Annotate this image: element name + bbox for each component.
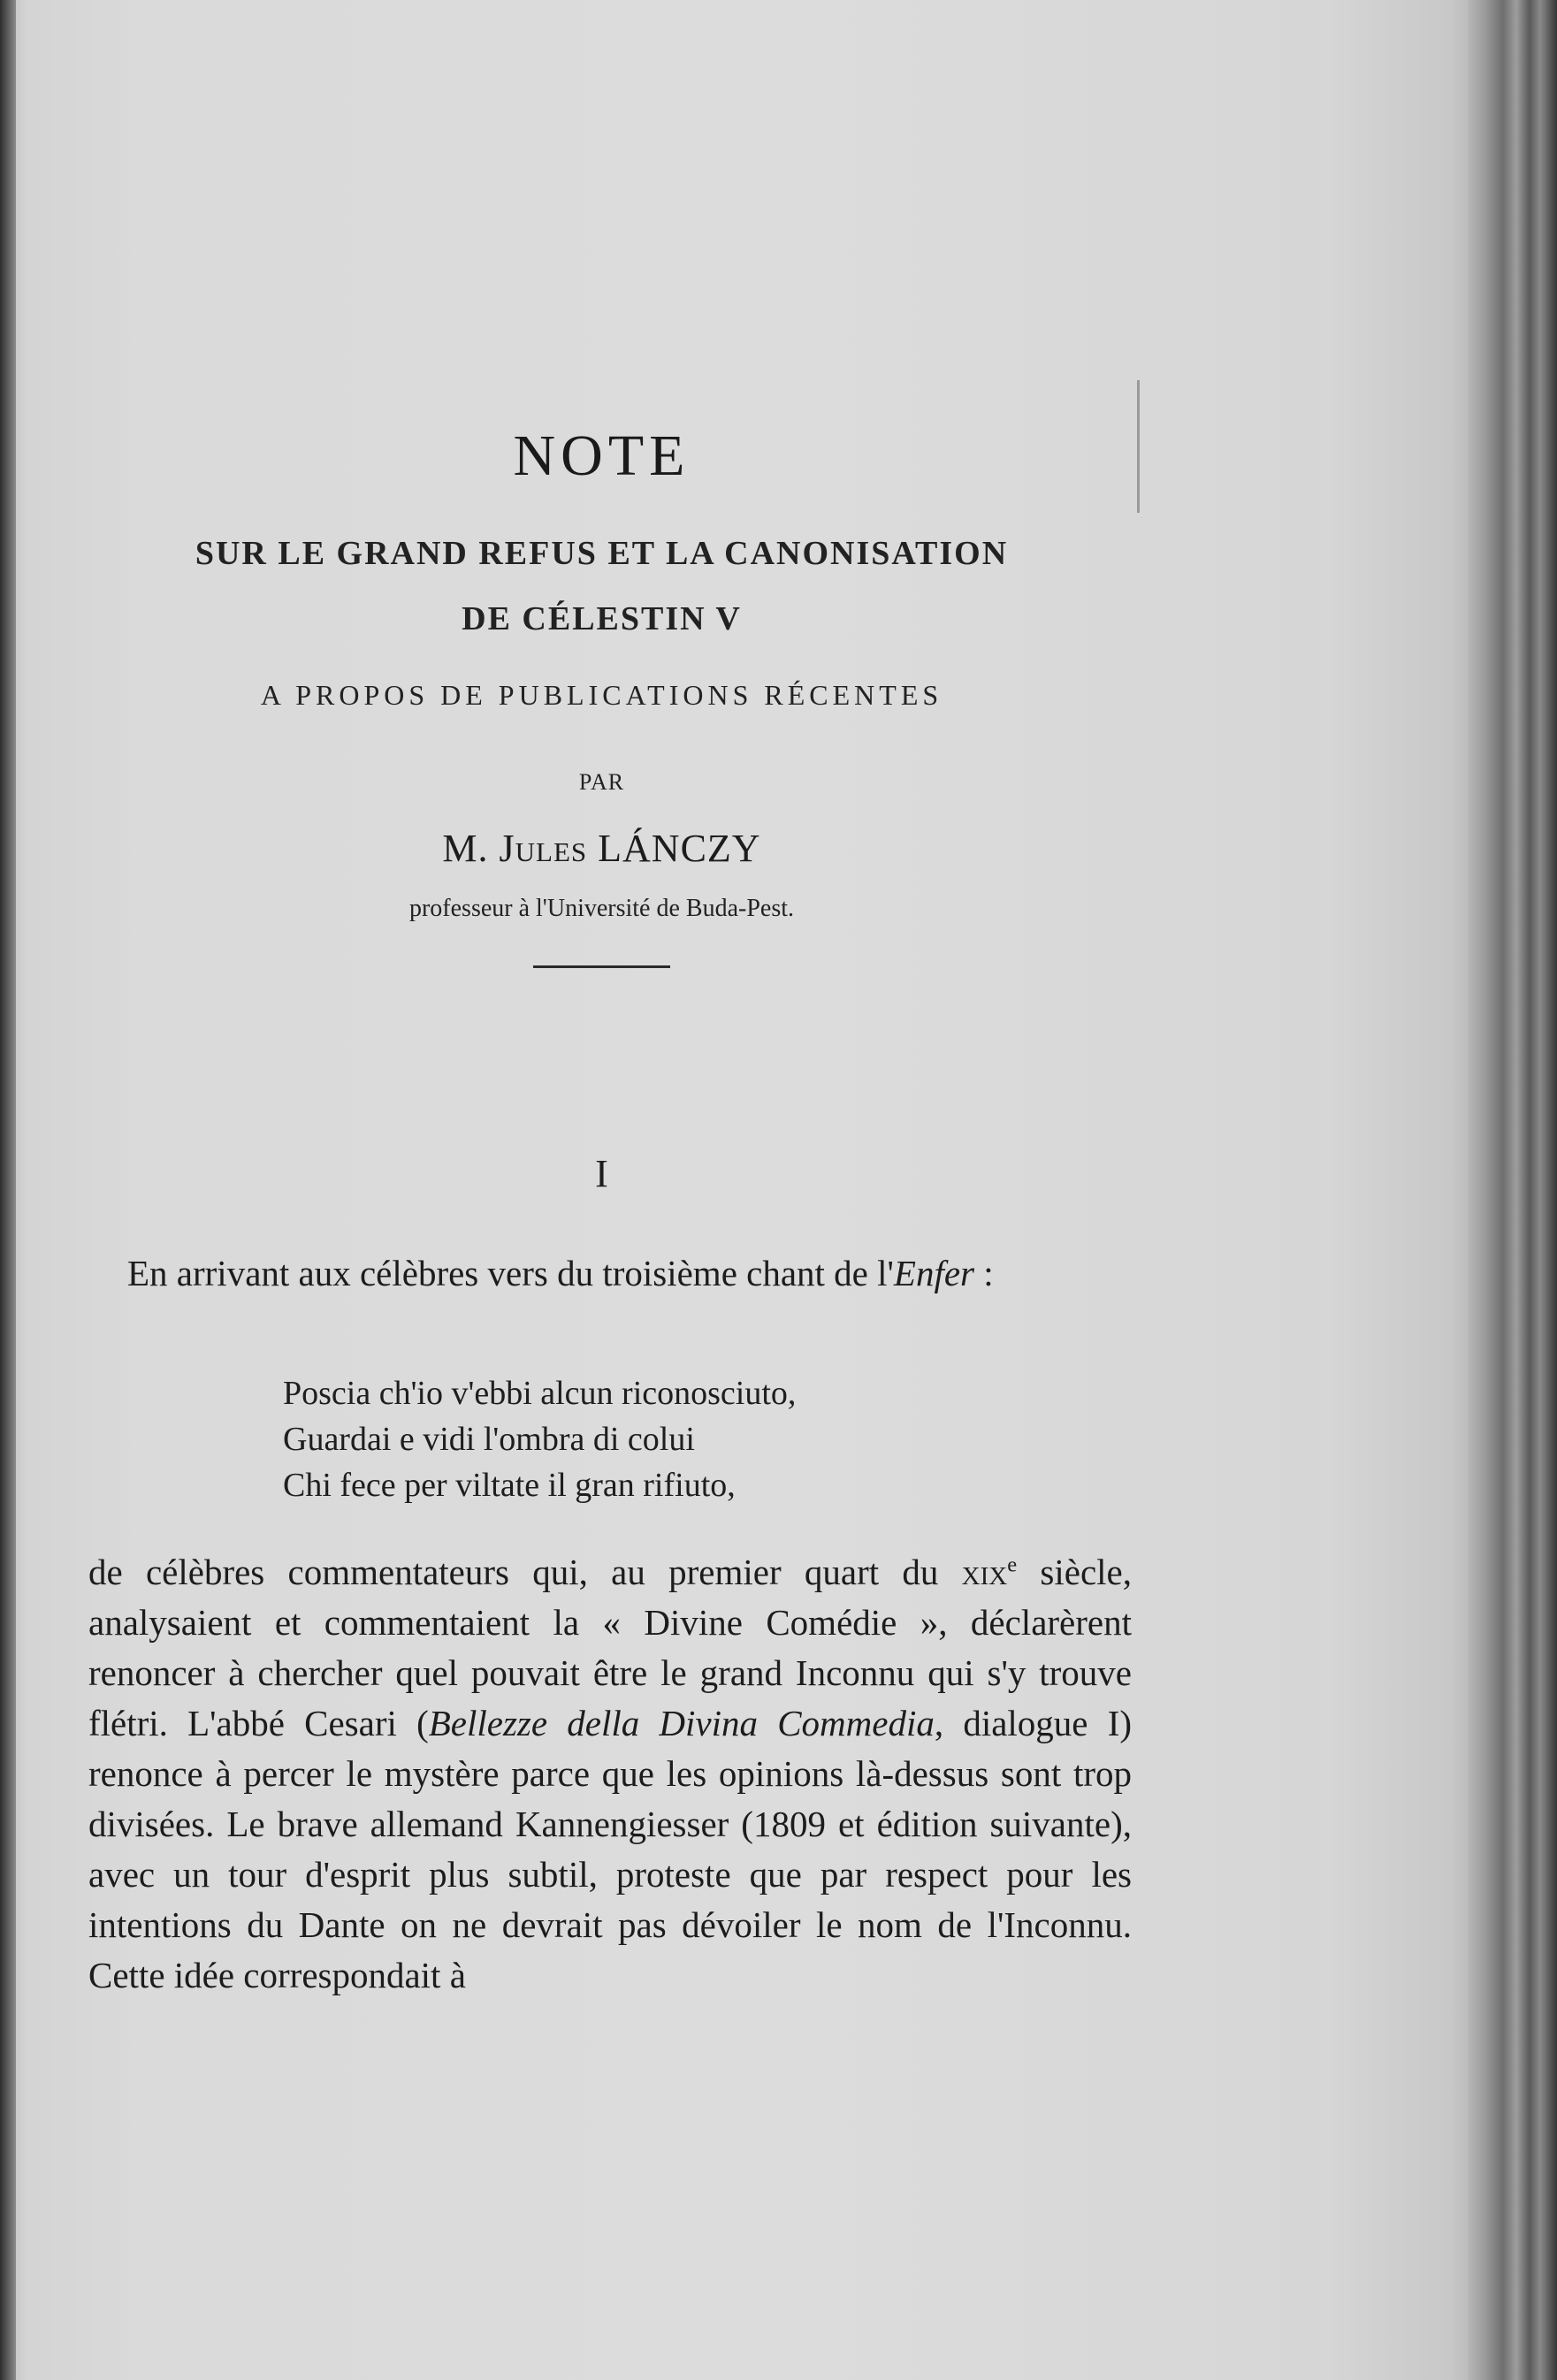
- author-prefix: M.: [442, 827, 500, 870]
- para2-text-b: siècle, analysaient et commentaient la « Divine Comédie », déclarèrent renoncer à chercher quel pouvait être le grand Inconnu qui s'y trouve flétri. L'abbé Cesari (: [88, 1552, 1132, 1743]
- subtitle-propos: A PROPOS DE PUBLICATIONS RÉCENTES: [260, 679, 943, 711]
- poem-line: Poscia ch'io v'ebbi alcun riconosciuto,: [283, 1375, 797, 1412]
- poem-quotation: [283, 1370, 1079, 1508]
- author-first-name: Jules: [499, 827, 588, 870]
- byline-par: PAR: [578, 769, 625, 795]
- para2-text-a: de célèbres commentateurs qui, au premier quart du: [88, 1552, 962, 1592]
- page-title: NOTE: [513, 423, 691, 488]
- para1-text: En arrivant aux célèbres vers du troisième chant de l': [127, 1253, 894, 1293]
- subtitle-line-1: SUR LE GRAND REFUS ET LA CANONISATION: [195, 535, 1009, 572]
- paragraph-main: [88, 1547, 1132, 2001]
- para2-text-c: , dialogue I) renonce à percer le mystère parce que les opinions là-dessus sont trop divisées. Le brave allemand Kannengiesser (1809 et édition suivante), avec un tour d'esprit plus subtil, proteste que par respect pour les intentions du Dante on ne devrait pas dévoiler le nom de l'Inconnu. Cette idée correspondait à: [88, 1703, 1132, 1995]
- paragraph-intro: [88, 1248, 1132, 1299]
- section-number: I: [595, 1152, 608, 1195]
- para2-century: xix: [961, 1552, 1008, 1592]
- para1-end: :: [974, 1253, 994, 1293]
- para2-superscript: e: [1007, 1552, 1018, 1577]
- divider-rule: [533, 965, 670, 968]
- para2-italic-title: Bellezze della Divina Commedia: [428, 1703, 935, 1743]
- subtitle-line-2: DE CÉLESTIN V: [462, 600, 742, 637]
- author-affiliation: professeur à l'Université de Buda-Pest.: [408, 895, 795, 922]
- author-name: [0, 826, 1203, 871]
- author-last-name: LÁNCZY: [587, 827, 761, 870]
- poem-line: Guardai e vidi l'ombra di colui: [283, 1421, 695, 1458]
- poem-line: Chi fece per viltate il gran rifiuto,: [283, 1467, 736, 1504]
- para1-italic: Enfer: [893, 1253, 974, 1293]
- page-right-edge: [1468, 0, 1557, 2380]
